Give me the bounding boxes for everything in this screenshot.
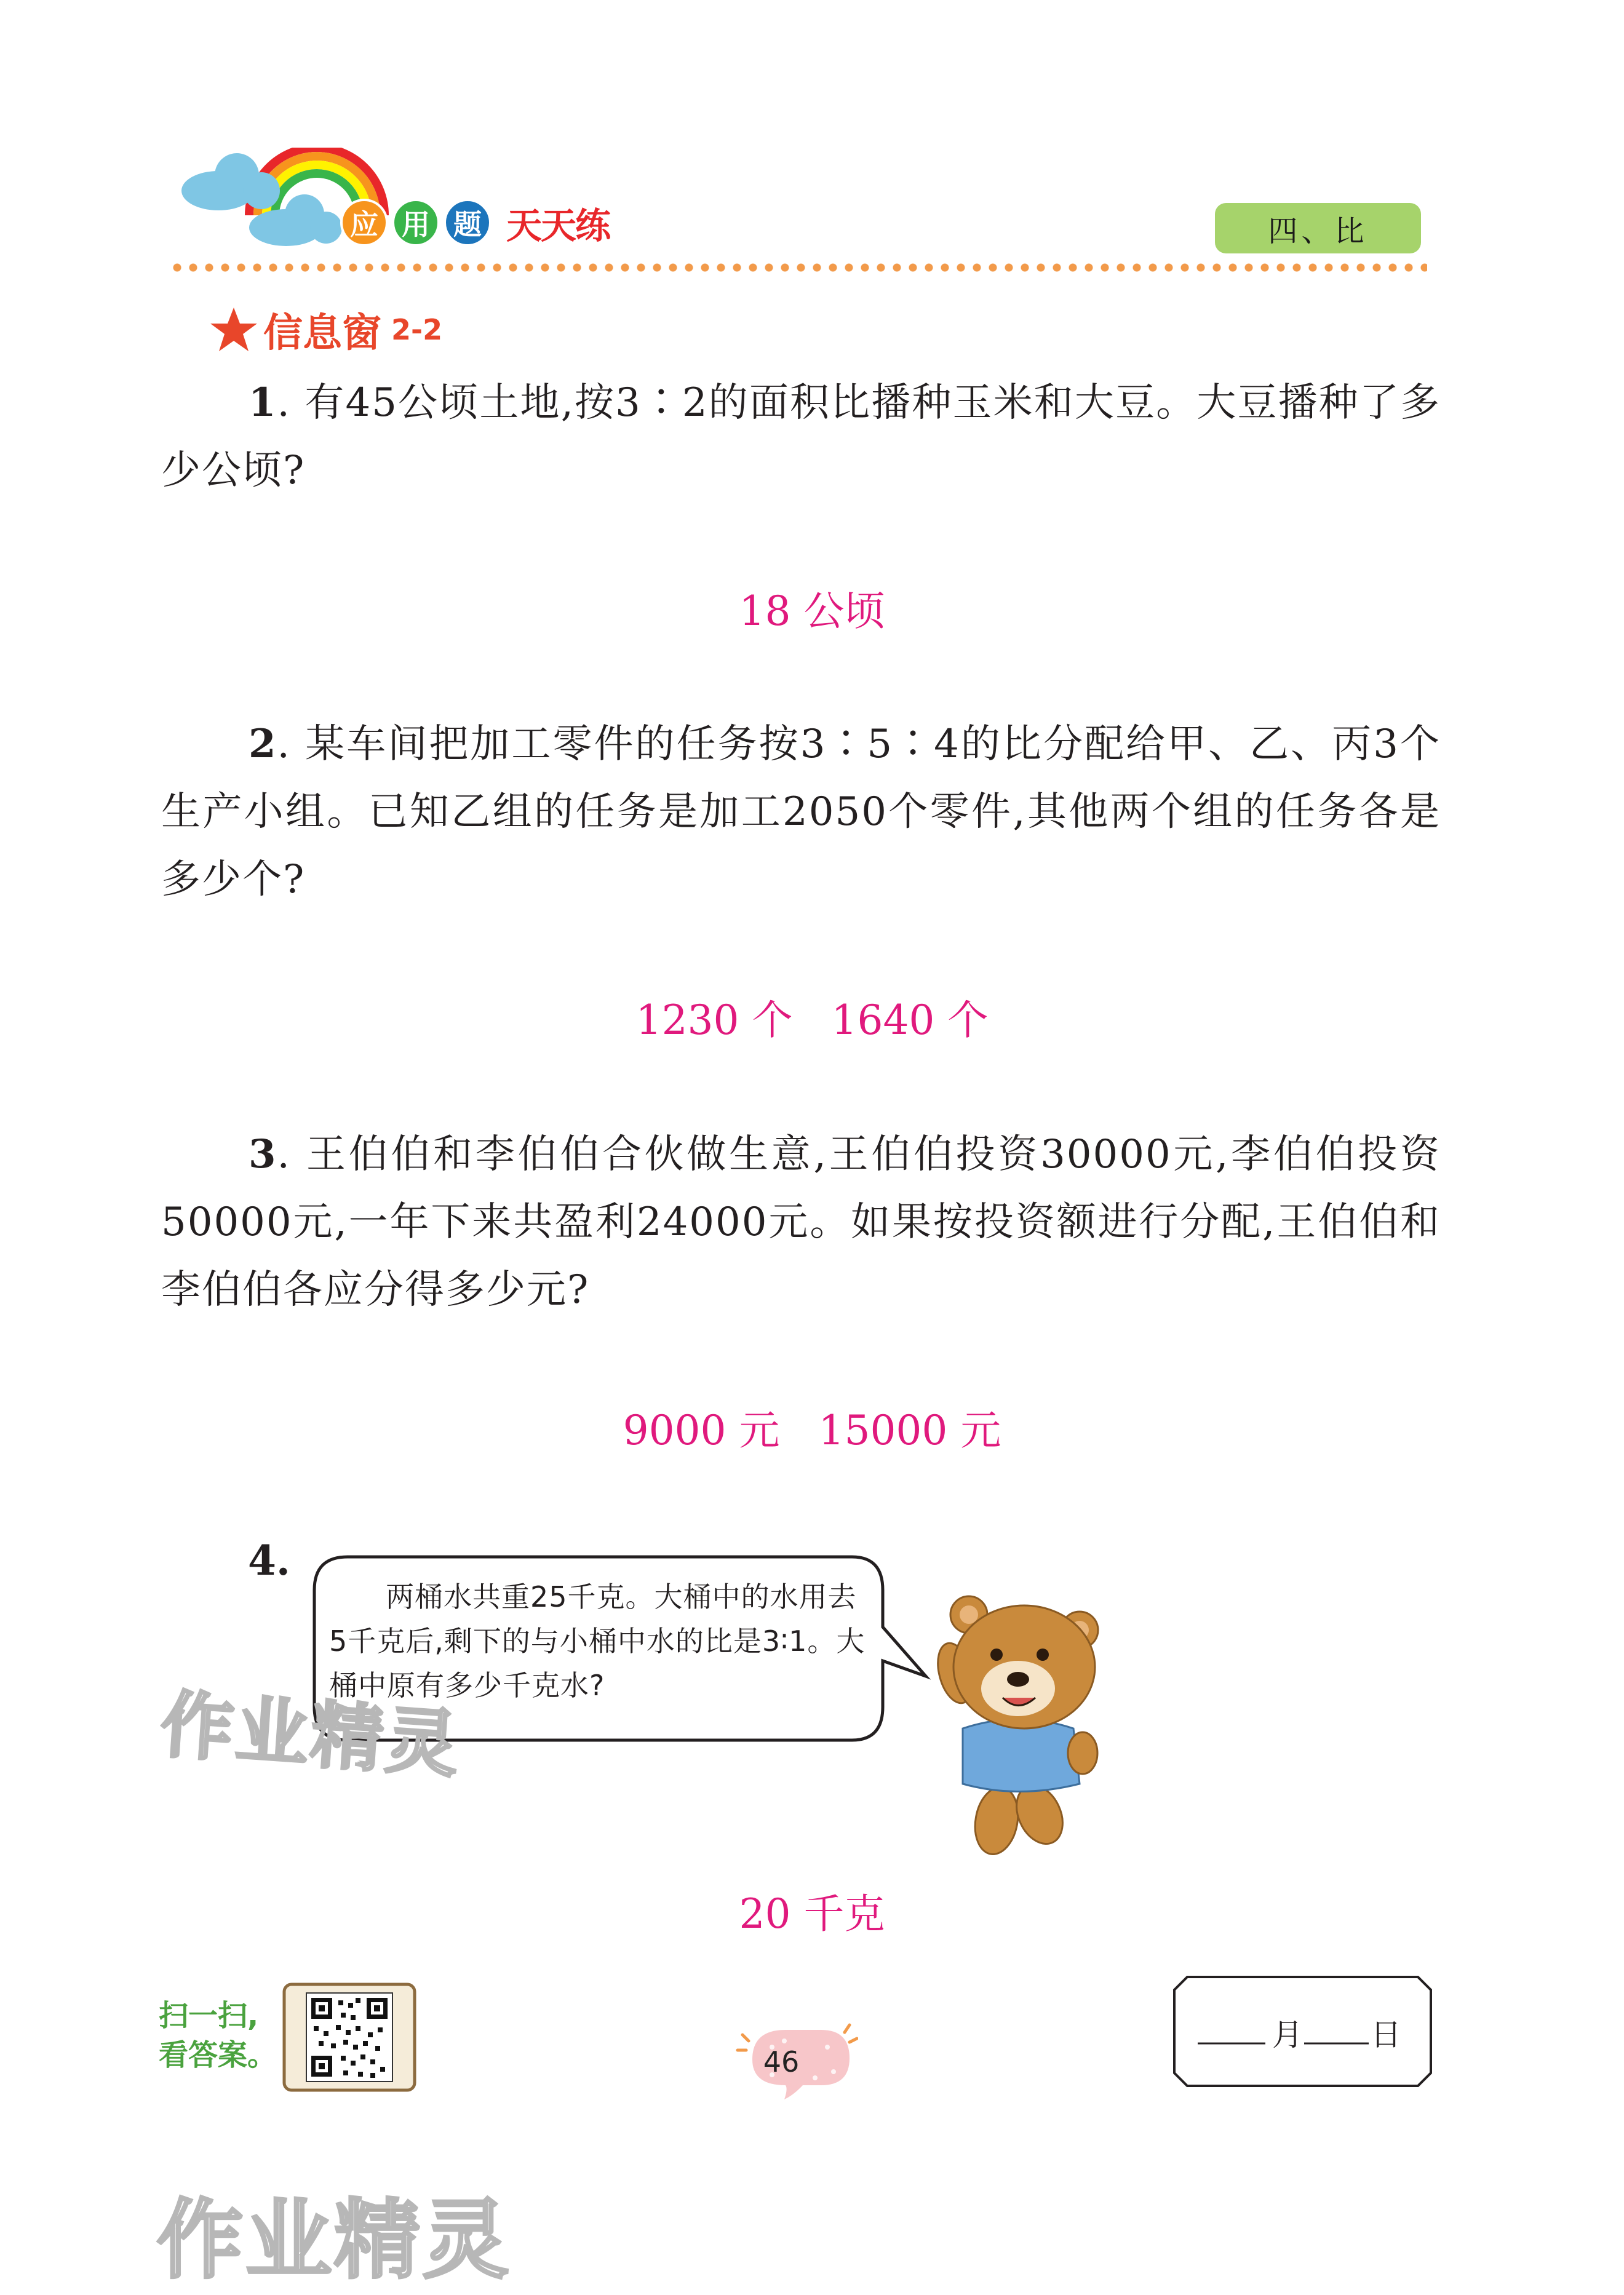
scan-line-1: 扫一扫,: [159, 1999, 259, 2033]
qr-code-icon[interactable]: [282, 1982, 417, 2093]
section-title: 信息窗: [263, 311, 381, 356]
question-text: . 王伯伯和李伯伯合伙做生意,王伯伯投资30000元,李伯伯投资50000元,一年下来共盈利24000元。如果按投资额进行分配,王伯伯和李伯伯各应分得多少元?: [161, 1132, 1441, 1313]
logo-title: [340, 197, 610, 249]
watermark: 作业精灵: [158, 1682, 464, 1788]
answer-3: 9000 元 15000 元: [623, 1407, 1001, 1454]
star-icon: [209, 306, 258, 353]
scan-prompt: [159, 1996, 277, 2075]
answer-2: 1230 个 1640 个: [635, 996, 989, 1044]
logo-badge: 应: [340, 199, 388, 247]
question-1: [161, 369, 1441, 504]
chapter-tab: 四、比: [1215, 203, 1421, 253]
answer-4: 20 千克: [739, 1890, 885, 1938]
date-month-label: 月: [1272, 2017, 1303, 2053]
section-heading: [209, 301, 442, 358]
logo-badge: 题: [444, 199, 492, 247]
logo-badge: 用: [392, 199, 440, 247]
question-number: 1: [249, 380, 277, 426]
question-2: [161, 710, 1441, 913]
question-number: 3: [249, 1131, 277, 1177]
dotted-divider: [169, 263, 1427, 272]
question-number: 4.: [248, 1537, 290, 1585]
question-text: . 某车间把加工零件的任务按3∶5∶4的比分配给甲、乙、丙3个生产小组。已知乙组的任务是加工2050个零件,其他两个组的任务各是多少个?: [161, 722, 1441, 902]
question-number: 2: [249, 721, 277, 767]
bear-mascot-icon: [926, 1587, 1135, 1858]
answer-1: 18 公顷: [739, 587, 885, 635]
logo-red-text: 天天练: [506, 205, 610, 247]
question-text: . 有45公顷土地,按3∶2的面积比播种玉米和大豆。大豆播种了多少公顷?: [161, 380, 1441, 493]
bubble-text: 两桶水共重25千克。大桶中的水用去5千克后,剩下的与小桶中水的比是3∶1。大桶中原有多少千克水?: [329, 1580, 866, 1702]
page-number: 46: [763, 2045, 800, 2078]
section-subtitle: 2-2: [391, 313, 443, 346]
scan-line-2: 看答案。: [159, 2038, 277, 2072]
question-3: [161, 1121, 1441, 1324]
watermark: 作业精灵: [157, 2190, 512, 2291]
date-day-label: 日: [1371, 2017, 1401, 2053]
